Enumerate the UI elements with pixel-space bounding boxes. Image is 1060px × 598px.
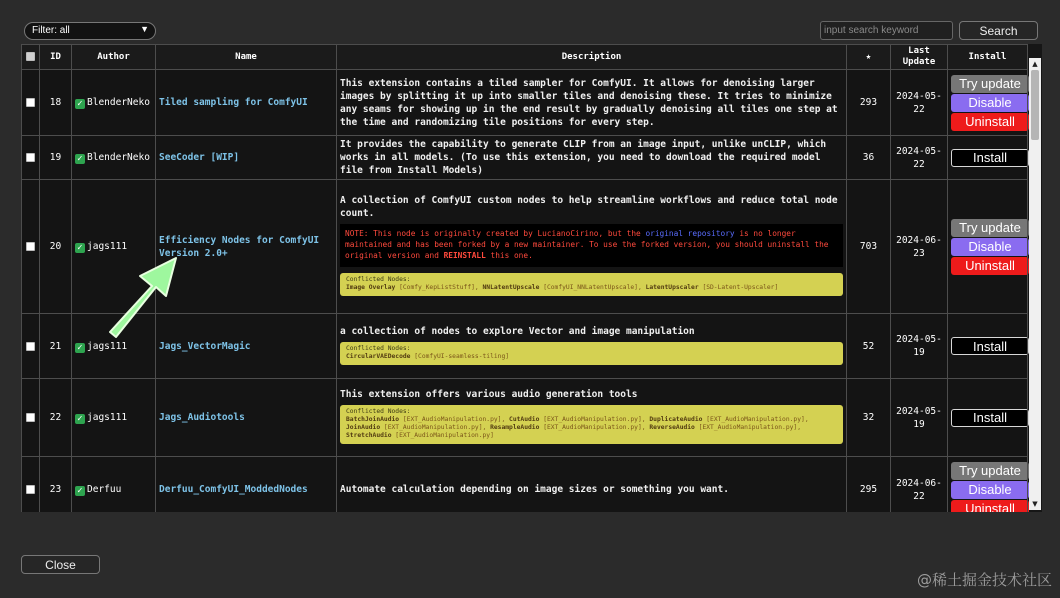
row-checkbox[interactable] (26, 98, 35, 107)
maintainer-note (340, 224, 843, 267)
disable-button[interactable]: Disable (951, 481, 1029, 499)
header-install: Install (948, 45, 1028, 70)
verified-check-icon: ✓ (76, 243, 84, 252)
row-name (156, 70, 337, 136)
conflict-node-source: [ComfyUI_NNLatentUpscale] (543, 284, 638, 291)
table-row (22, 136, 1028, 180)
row-id: 22 (40, 379, 72, 457)
row-description (337, 379, 847, 457)
conflict-node-source: [EXT_AudioManipulation.py] (543, 424, 642, 431)
scroll-down-arrow-icon[interactable]: ▼ (1032, 500, 1038, 508)
search-button[interactable]: Search (959, 21, 1038, 40)
row-last-update: 2024-06-23 (891, 180, 948, 314)
row-checkbox[interactable] (26, 153, 35, 162)
extension-name-link[interactable]: Efficiency Nodes for ComfyUI Version 2.0+ (159, 234, 320, 259)
author-name: jags111 (87, 412, 128, 423)
row-select-cell[interactable] (22, 457, 40, 513)
conflict-node-name: ReverseAudio (649, 424, 695, 431)
description-text: Automate calculation depending on image sizes or something you want. (340, 484, 729, 495)
conflict-node-name: StretchAudio (346, 432, 392, 439)
row-last-update: 2024-05-19 (891, 379, 948, 457)
disable-button[interactable]: Disable (951, 238, 1029, 256)
filter-select[interactable] (24, 22, 156, 40)
conflict-node-name: Image Overlay (346, 284, 396, 291)
row-stars: 293 (847, 70, 891, 136)
conflict-node-source: [EXT_AudioManipulation.py] (698, 424, 798, 431)
conflict-node-source: [Comfy_KepListStuff] (399, 284, 475, 291)
row-stars: 52 (847, 314, 891, 379)
row-checkbox[interactable] (26, 342, 35, 351)
row-select-cell[interactable] (22, 70, 40, 136)
header-author[interactable]: Author (72, 45, 156, 70)
uninstall-button[interactable]: Uninstall (951, 500, 1029, 513)
row-install-actions (948, 379, 1028, 457)
disable-button[interactable]: Disable (951, 94, 1029, 112)
uninstall-button[interactable]: Uninstall (951, 113, 1029, 131)
verified-check-icon: ✓ (76, 99, 84, 108)
description-text: This extension contains a tiled sampler for ComfyUI. It allows for denoising larger images by splitting it up into smaller tiles and denoising these. It tries to minimize any seams for showing up in the end result by gradually denoising all tiles one step at the time and randomizing tile positions for every step. (340, 77, 838, 128)
uninstall-button[interactable]: Uninstall (951, 257, 1029, 275)
extension-name-link[interactable]: Jags_VectorMagic (159, 340, 251, 352)
header-id[interactable]: ID (40, 45, 72, 70)
try-update-button[interactable]: Try update (951, 462, 1029, 480)
conflict-node-name: LatentUpscaler (645, 284, 699, 291)
row-author (72, 136, 156, 180)
note-text: NOTE: This node is originally created by LucianoCirino, but the (345, 229, 646, 238)
search-input[interactable] (820, 21, 953, 40)
description-text: A collection of ComfyUI custom nodes to help streamline workflows and reduce total node count. (340, 195, 838, 219)
header-select-all[interactable] (22, 45, 40, 70)
verified-check-icon: ✓ (76, 342, 84, 352)
row-install-actions (948, 180, 1028, 314)
row-stars: 32 (847, 379, 891, 457)
row-name (156, 136, 337, 180)
conflicted-nodes-box (340, 405, 843, 444)
conflict-node-name: CircularVAEDecode (346, 352, 411, 360)
table-row (22, 70, 1028, 136)
row-author (72, 70, 156, 136)
row-stars: 295 (847, 457, 891, 513)
conflicted-nodes-heading: Conflicted Nodes: (346, 276, 411, 283)
row-select-cell[interactable] (22, 314, 40, 379)
row-id: 20 (40, 180, 72, 314)
green-annotation-arrow-icon (96, 240, 206, 350)
install-button[interactable]: Install (951, 409, 1029, 427)
row-author (72, 379, 156, 457)
watermark: @稀土掘金技术社区 (916, 571, 1052, 589)
conflicted-nodes-box (340, 273, 843, 296)
conflict-node-name: JoinAudio (346, 424, 381, 431)
conflict-node-source: [EXT_AudioManipulation.py] (395, 432, 494, 439)
try-update-button[interactable]: Try update (951, 75, 1029, 93)
row-description (337, 180, 847, 314)
row-name (156, 379, 337, 457)
row-select-cell[interactable] (22, 379, 40, 457)
row-last-update: 2024-05-19 (891, 314, 948, 379)
scrollbar-thumb[interactable] (1031, 70, 1039, 140)
row-description (337, 314, 847, 379)
conflict-node-name: NNLatentUpscale (482, 284, 540, 291)
conflicted-nodes-heading: Conflicted Nodes: (346, 408, 411, 415)
conflict-node-source: [SD-Latent-Upscaler] (702, 284, 779, 291)
description-text: It provides the capability to generate CLIP from an image input, unlike unCLIP, which works in all models. (To use this extension, you need to download the required model file from Install Models) (340, 139, 827, 176)
conflict-node-name: CutAudio (509, 416, 540, 423)
row-author (72, 457, 156, 513)
description-text: This extension offers various audio generation tools (340, 389, 638, 400)
row-last-update: 2024-06-22 (891, 457, 948, 513)
try-update-button[interactable]: Try update (951, 219, 1029, 237)
conflict-node-source: [EXT_AudioManipulation.py] (383, 424, 483, 431)
row-install-actions (948, 70, 1028, 136)
row-last-update: 2024-05-22 (891, 136, 948, 180)
author-name: BlenderNeko (87, 97, 150, 108)
chevron-down-icon: ▼ (140, 24, 149, 34)
table-row (22, 457, 1028, 513)
conflict-node-source: [ComfyUI-seamless-tiling] (414, 352, 510, 360)
header-stars[interactable]: ★ (847, 45, 891, 70)
row-last-update: 2024-05-22 (891, 70, 948, 136)
row-description (337, 70, 847, 136)
conflict-node-source: [EXT_AudioManipulation.py] (543, 416, 642, 423)
author-name: jags111 (87, 241, 128, 252)
row-select-cell[interactable] (22, 136, 40, 180)
table-row (22, 379, 1028, 457)
conflicted-nodes-list (346, 353, 837, 361)
header-last-update[interactable]: Last Update (891, 45, 948, 70)
row-description (337, 457, 847, 513)
author-name: BlenderNeko (87, 152, 150, 163)
row-id: 19 (40, 136, 72, 180)
extension-name-link[interactable]: Jags_Audiotools (159, 412, 245, 423)
verified-check-icon: ✓ (76, 154, 84, 163)
row-checkbox[interactable] (26, 242, 35, 251)
note-emphasis: REINSTALL (443, 251, 486, 260)
conflict-node-source: [EXT_AudioManipulation.py] (402, 416, 502, 423)
conflicted-nodes-heading: Conflicted Nodes: (346, 344, 411, 352)
row-select-cell[interactable] (22, 180, 40, 314)
row-install-actions (948, 136, 1028, 180)
note-text: this one. (485, 251, 533, 260)
header-name[interactable]: Name (156, 45, 337, 70)
conflicted-nodes-list: BatchJoinAudio [EXT_AudioManipulation.py], CutAudio [EXT_AudioManipulation.py], DuplicateAudio [EXT_AudioManipulation.py], JoinAudio [EXT_AudioManipulation.py], ResampleAudio [EXT_AudioManipulation.py], ReverseAudio [EXT_AudioManipulation.py], StretchAudio [EXT_AudioManipulation.py] (346, 416, 809, 439)
conflict-node-name: DuplicateAudio (649, 416, 703, 423)
row-name (156, 457, 337, 513)
row-description (337, 136, 847, 180)
toolbar (0, 0, 1060, 44)
conflicted-nodes-list: Image Overlay [Comfy_KepListStuff], NNLatentUpscale [ComfyUI_NNLatentUpscale], LatentUpscaler [SD-Latent-Upscaler] (346, 284, 779, 291)
row-id: 18 (40, 70, 72, 136)
verified-check-icon: ✓ (76, 414, 84, 423)
conflict-node-name: ResampleAudio (490, 424, 540, 431)
conflict-node-name: BatchJoinAudio (346, 416, 400, 423)
row-install-actions (948, 457, 1028, 513)
table-header-row (22, 45, 1028, 70)
scroll-up-arrow-icon[interactable]: ▲ (1032, 60, 1038, 68)
conflict-node-source: [EXT_AudioManipulation.py] (706, 416, 805, 423)
row-stars: 703 (847, 180, 891, 314)
conflicted-nodes-box (340, 342, 843, 365)
install-button[interactable]: Install (951, 149, 1029, 167)
description-text: a collection of nodes to explore Vector and image manipulation (340, 325, 695, 337)
verified-check-icon: ✓ (76, 486, 84, 495)
extension-name-link[interactable]: SeeCoder [WIP] (159, 152, 240, 163)
row-install-actions (948, 314, 1028, 379)
author-name: jags111 (87, 340, 128, 352)
header-description[interactable]: Description (337, 45, 847, 70)
select-all-checkbox[interactable] (26, 52, 35, 61)
note-text: is no longer maintained and has been forked by a new maintainer. To use the forked version, you should uninstall the original version and (345, 229, 829, 260)
author-name: Derfuu (87, 484, 122, 495)
close-button[interactable]: Close (21, 555, 100, 574)
row-checkbox[interactable] (26, 413, 35, 422)
vertical-scrollbar[interactable] (1029, 58, 1041, 510)
extension-name-link[interactable]: Derfuu_ComfyUI_ModdedNodes (159, 484, 308, 495)
original-repository-link[interactable]: original repository (645, 229, 735, 238)
row-stars: 36 (847, 136, 891, 180)
install-button[interactable]: Install (951, 337, 1029, 355)
extension-name-link[interactable]: Tiled sampling for ComfyUI (159, 97, 308, 108)
row-id: 23 (40, 457, 72, 513)
row-checkbox[interactable] (26, 485, 35, 494)
filter-select-value: Filter: all (32, 25, 70, 36)
row-id: 21 (40, 314, 72, 379)
